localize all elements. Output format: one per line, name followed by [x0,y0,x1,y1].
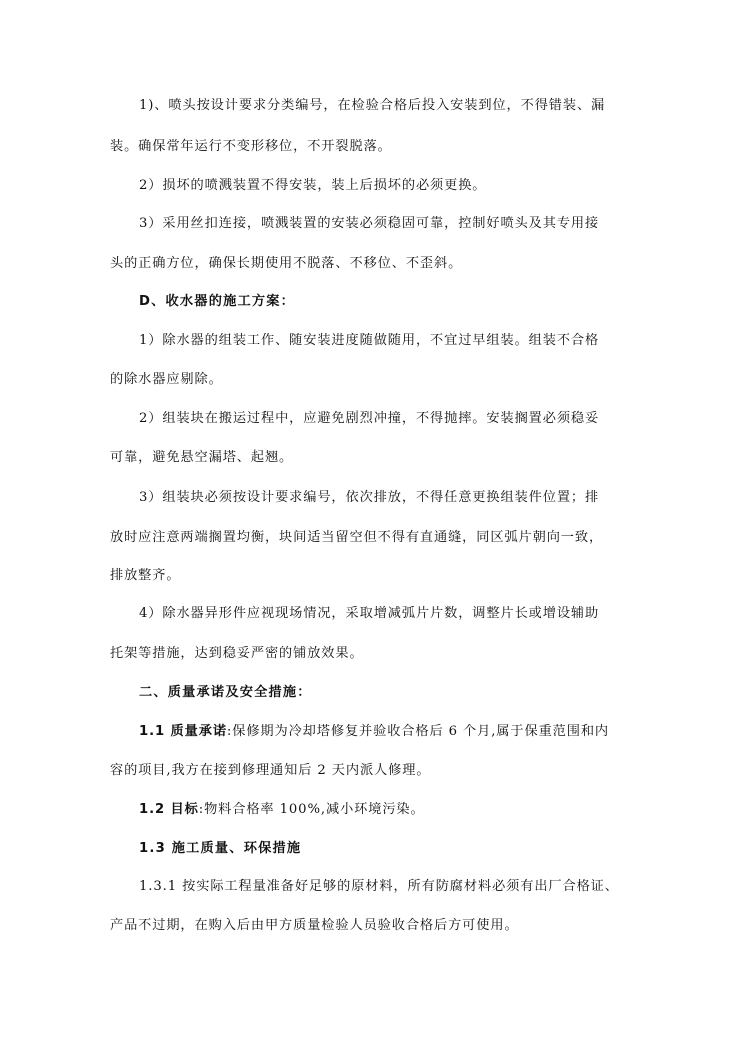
quality-promise-text: :保修期为冷却塔修复并验收合格后 6 个月,属于保重范围和内 [226,724,610,739]
quality-promise-line [139,722,609,742]
target-line [139,800,425,820]
paragraph-line: 产品不过期，在购入后由甲方质量检验人员验收合格后方可使用。 [110,918,519,933]
paragraph-line: 头的正确方位，确保长期使用不脱落、不移位、不歪斜。 [110,256,463,271]
paragraph-line: 1.3.1 按实际工程量准备好足够的原材料，所有防腐材料必须有出厂合格证、 [139,879,619,894]
paragraph-line: 托架等措施，达到稳妥严密的铺放效果。 [110,646,364,661]
paragraph-line: 排放整齐。 [110,568,181,583]
quality-promise-label: 1.1 质量承诺 [139,724,227,739]
paragraph-line: 的除水器应剔除。 [110,372,223,387]
paragraph-line: 2）损坏的喷溅装置不得安装，装上后损坏的必须更换。 [139,178,487,193]
paragraph-line: 容的项目,我方在接到修理通知后 2 天内派人修理。 [110,763,431,778]
target-text: :物料合格率 100%,减小环境污染。 [198,802,425,817]
section-heading: 二、质量承诺及安全措施： [139,685,312,700]
section-heading: D、收水器的施工方案： [139,294,296,309]
paragraph-line: 可靠，避免悬空漏塔、起翘。 [110,450,294,465]
paragraph-line: 3）采用丝扣连接，喷溅装置的安装必须稳固可靠，控制好喷头及其专用接 [139,216,600,231]
paragraph-line: 1)、喷头按设计要求分类编号，在检验合格后投入安装到位，不得错装、漏 [139,98,606,113]
paragraph-line: 装。确保常年运行不变形移位，不开裂脱落。 [110,139,392,154]
paragraph-line: 4）除水器异形件应视现场情况，采取增减弧片片数，调整片长或增设辅助 [139,606,600,621]
paragraph-line: 2）组装块在搬运过程中，应避免剧烈冲撞，不得抛摔。安装搁置必须稳妥 [139,411,600,426]
target-label: 1.2 目标 [139,802,199,817]
subsection-heading: 1.3 施工质量、环保措施 [139,841,302,856]
paragraph-line: 1）除水器的组装工作、随安装进度随做随用，不宜过早组装。组装不合格 [139,333,600,348]
paragraph-line: 放时应注意两端搁置均衡，块间适当留空但不得有直通缝，同区弧片朝向一致， [110,530,604,545]
paragraph-line: 3）组装块必须按设计要求编号，依次排放，不得任意更换组装件位置；排 [139,490,600,505]
